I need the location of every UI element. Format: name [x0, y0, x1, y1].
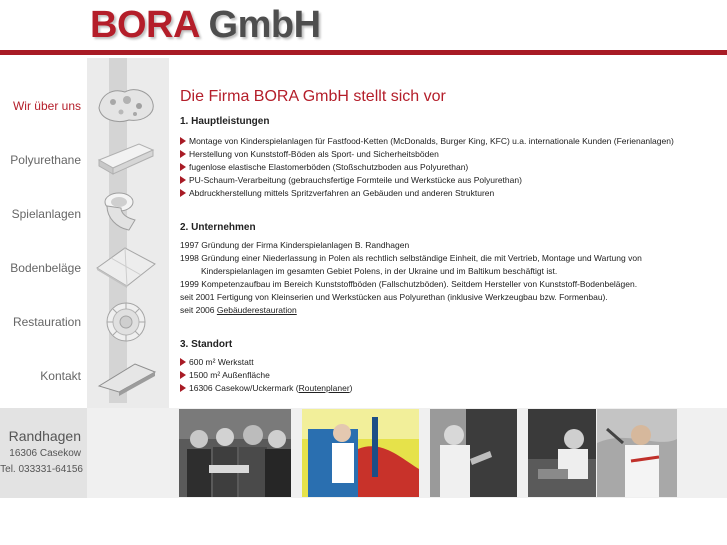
playground-assembly-photo [302, 409, 419, 497]
team-photo [179, 409, 291, 497]
history-line: 1998 Gründung einer Niederlassung in Polen als rechtlich selbständige Einheit, die mit Vertrieb, Montage und Wartung von [180, 253, 642, 263]
bullet-triangle-icon [180, 176, 186, 184]
contact-card-icon[interactable] [95, 356, 157, 400]
header [0, 0, 727, 58]
list-item: Abdruckherstellung mittels Spritzverfahren an Gebäuden und anderen Strukturen [180, 188, 494, 198]
floor-tile-icon[interactable] [95, 244, 157, 288]
history-line: seit 2001 Fertigung von Kleinserien und Werkstücken aus Polyurethan (inklusive Werkzeugbau bzw. Formenbau). [180, 292, 608, 302]
list-item: PU-Schaum-Verarbeitung (gebrauchsfertige Formteile und Werkstücke aus Polyurethan) [180, 175, 522, 185]
section-heading-hauptleistungen: 1. Hauptleistungen [180, 116, 270, 127]
history-line: 1999 Kompetenzaufbau im Bereich Kunststoffböden (Fallschutzböden). Seitdem Hersteller von Kunststoff-Bodenbelägen. [180, 279, 638, 289]
contact-name: Randhagen [8, 428, 81, 444]
contact-phone: Tel. 033331-64156 [0, 464, 83, 475]
history-line: Kinderspielanlagen im gesamten Gebiet Polens, in der Ukraine und im Baltikum beschäftigt ist. [201, 266, 558, 276]
bullet-triangle-icon [180, 150, 186, 158]
sidebar [0, 58, 87, 408]
header-divider [0, 50, 727, 55]
gebaeuderestauration-link[interactable]: Gebäuderestauration [216, 305, 297, 315]
history-line: 1997 Gründung der Firma Kinderspielanlagen B. Randhagen [180, 240, 410, 250]
list-item: Herstellung von Kunststoff-Böden als Sport- und Sicherheitsböden [180, 149, 439, 159]
floor-laying-photo [528, 409, 596, 497]
worker-tiling-photo [430, 409, 517, 497]
nav-item-kontakt[interactable]: Kontakt [40, 369, 81, 383]
pu-sheet-icon[interactable] [95, 136, 157, 180]
nav-item-polyurethane[interactable]: Polyurethane [10, 153, 81, 167]
bullet-triangle-icon [180, 189, 186, 197]
section-heading-standort: 3. Standort [180, 339, 233, 350]
section-heading-unternehmen: 2. Unternehmen [180, 222, 256, 233]
list-item: 600 m² Werkstatt [180, 357, 254, 367]
list-item: fugenlose elastische Elastomerböden (Stoßschutzboden aus Polyurethan) [180, 162, 468, 172]
logo-gmbh: GmbH [208, 4, 321, 46]
list-item: 1500 m² Außenfläche [180, 370, 270, 380]
nav-item-wir-ueber-uns[interactable]: Wir über uns [12, 99, 81, 113]
bullet-triangle-icon [180, 384, 186, 392]
logo[interactable] [90, 4, 321, 47]
history-line: seit 2006 Gebäuderestauration [180, 305, 297, 315]
page-title: Die Firma BORA GmbH stellt sich vor [180, 88, 446, 105]
nav-item-restauration[interactable]: Restauration [12, 315, 81, 329]
bullet-triangle-icon [180, 163, 186, 171]
contact-city: 16306 Casekow [9, 448, 81, 459]
bullet-triangle-icon [180, 371, 186, 379]
foam-sculpture-icon[interactable] [95, 82, 157, 126]
bullet-triangle-icon [180, 137, 186, 145]
logo-bora: BORA [90, 4, 199, 46]
contact-box [0, 408, 87, 498]
rosette-icon[interactable] [95, 300, 157, 344]
tube-slide-icon[interactable] [95, 188, 157, 232]
list-item: Montage von Kinderspielanlagen für Fastfood-Ketten (McDonalds, Burger King, KFC) u.a. internationale Kunden (Ferienanlagen) [180, 136, 674, 146]
nav-item-spielanlagen[interactable]: Spielanlagen [11, 207, 81, 221]
nav-item-bodenbelaege[interactable]: Bodenbeläge [10, 261, 81, 275]
bullet-triangle-icon [180, 358, 186, 366]
list-item: 16306 Casekow/Uckermark (Routenplaner) [180, 383, 353, 393]
restoration-spraying-photo [597, 409, 677, 497]
routenplaner-link[interactable]: Routenplaner [298, 383, 350, 393]
